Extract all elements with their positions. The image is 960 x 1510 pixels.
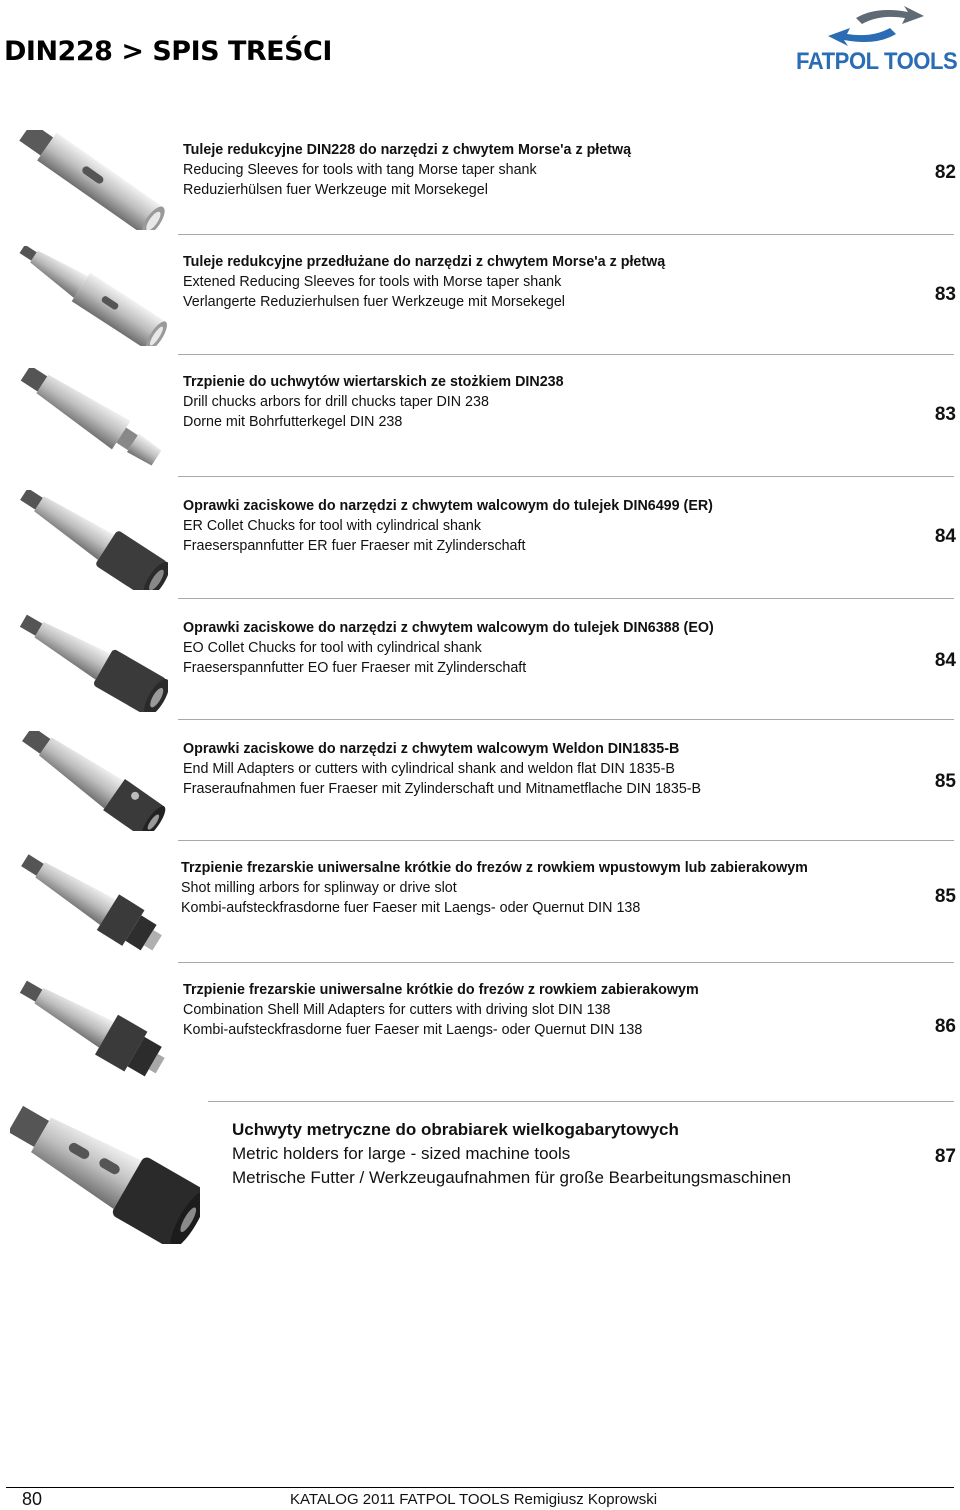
entry-title-en: End Mill Adapters or cutters with cylindrical shank and weldon flat DIN 1835-B: [183, 761, 675, 777]
toc-entry-er-collet-chucks[interactable]: [0, 480, 960, 590]
eo-collet-chuck-icon: [18, 612, 168, 712]
toc-entry-eo-collet-chucks[interactable]: [0, 602, 960, 712]
drill-chuck-arbor-icon: [18, 368, 168, 468]
logo-text: FATPOL TOOLS: [796, 48, 958, 75]
entry-page-number[interactable]: 84: [934, 650, 956, 671]
entry-page-number[interactable]: 86: [934, 1016, 956, 1037]
toc-entry-extended-sleeves[interactable]: [0, 238, 960, 348]
fatpol-logo: [796, 4, 956, 74]
entry-title-pl: Trzpienie do uchwytów wiertarskich ze stożkiem DIN238: [183, 374, 564, 390]
entry-title-pl: Oprawki zaciskowe do narzędzi z chwytem walcowym Weldon DIN1835-B: [183, 741, 680, 757]
separator: [178, 962, 954, 963]
metric-holder-icon: [10, 1104, 200, 1244]
toc-entry-milling-arbors[interactable]: [0, 844, 960, 956]
entry-page-number[interactable]: 83: [934, 404, 956, 425]
logo-arrows-icon: [796, 4, 956, 50]
entry-title-pl: Uchwyty metryczne do obrabiarek wielkogabarytowych: [232, 1120, 679, 1139]
separator: [178, 840, 954, 841]
entry-title-de: Fraseraufnahmen fuer Fraeser mit Zylinderschaft und Mitnametflache DIN 1835-B: [183, 781, 702, 797]
shell-mill-adapter-icon: [18, 978, 168, 1078]
toc-entry-metric-holders[interactable]: [0, 1104, 960, 1254]
entry-page-number[interactable]: 85: [934, 771, 956, 792]
entry-title-pl: Tuleje redukcyjne DIN228 do narzędzi z chwytem Morse'a z płetwą: [183, 142, 632, 158]
er-collet-chuck-icon: [18, 490, 168, 590]
entry-title-en: ER Collet Chucks for tool with cylindrical shank: [183, 518, 481, 534]
toc-entry-drill-chuck-arbors[interactable]: [0, 358, 960, 468]
entry-title-de: Fraeserspannfutter EO fuer Fraeser mit Zylinderschaft: [183, 660, 527, 676]
entry-title-pl: Trzpienie frezarskie uniwersalne krótkie do frezów z rowkiem wpustowym lub zabierakowym: [181, 860, 808, 876]
entry-description: [183, 372, 564, 432]
entry-title-de: Reduzierhülsen fuer Werkzeuge mit Morsekegel: [183, 182, 488, 198]
milling-arbor-icon: [18, 854, 168, 954]
entry-title-pl: Trzpienie frezarskie uniwersalne krótkie do frezów z rowkiem zabierakowym: [183, 982, 699, 998]
page-title: DIN228 > SPIS TREŚCI: [4, 36, 332, 67]
extended-sleeve-icon: [18, 246, 168, 346]
entry-page-number[interactable]: 82: [934, 162, 956, 183]
footer-text: KATALOG 2011 FATPOL TOOLS Remigiusz Koprowski: [290, 1491, 658, 1508]
entry-title-en: Drill chucks arbors for drill chucks taper DIN 238: [183, 394, 489, 410]
entry-title-de: Kombi-aufsteckfrasdorne fuer Faeser mit Laengs- oder Quernut DIN 138: [181, 900, 641, 916]
entry-title-pl: Oprawki zaciskowe do narzędzi z chwytem walcowym do tulejek DIN6388 (EO): [183, 620, 714, 636]
toc-entry-shell-mill-adapters[interactable]: [0, 966, 960, 1086]
entry-title-en: Extened Reducing Sleeves for tools with Morse taper shank: [183, 274, 562, 290]
entry-description: [232, 1118, 791, 1190]
entry-page-number[interactable]: 87: [934, 1146, 956, 1167]
separator: [178, 719, 954, 720]
reducing-sleeve-icon: [18, 130, 168, 230]
entry-page-number[interactable]: 83: [934, 284, 956, 305]
toc-entry-reducing-sleeves[interactable]: [0, 120, 960, 230]
footer-page-number: 80: [22, 1489, 43, 1509]
toc-entry-weldon-adapters[interactable]: [0, 723, 960, 835]
entry-page-number[interactable]: 85: [934, 886, 956, 907]
separator: [178, 476, 954, 477]
entry-description: [183, 980, 699, 1040]
entry-title-de: Dorne mit Bohrfutterkegel DIN 238: [183, 414, 403, 430]
entry-title-en: Metric holders for large - sized machine tools: [232, 1144, 571, 1163]
entry-description: [183, 496, 713, 556]
entry-title-pl: Tuleje redukcyjne przedłużane do narzędzi z chwytem Morse'a z płetwą: [183, 254, 666, 270]
entry-title-en: Combination Shell Mill Adapters for cutters with driving slot DIN 138: [183, 1002, 611, 1018]
entry-description: [183, 618, 714, 678]
entry-title-de: Verlangerte Reduzierhulsen fuer Werkzeuge mit Morsekegel: [183, 294, 565, 310]
entry-title-de: Fraeserspannfutter ER fuer Fraeser mit Zylinderschaft: [183, 538, 526, 554]
entry-description: [183, 739, 701, 799]
entry-title-de: Kombi-aufsteckfrasdorne fuer Faeser mit Laengs- oder Quernut DIN 138: [183, 1022, 643, 1038]
separator: [178, 354, 954, 355]
entry-page-number[interactable]: 84: [934, 526, 956, 547]
entry-title-en: Reducing Sleeves for tools with tang Morse taper shank: [183, 162, 537, 178]
entry-title-en: EO Collet Chucks for tool with cylindrical shank: [183, 640, 482, 656]
separator: [208, 1101, 954, 1102]
separator: [178, 598, 954, 599]
entry-description: [183, 252, 665, 312]
entry-description: [181, 858, 808, 918]
footer-divider: [6, 1487, 954, 1488]
entry-title-de: Metrische Futter / Werkzeugaufnahmen für große Bearbeitungsmaschinen: [232, 1168, 792, 1187]
entry-title-pl: Oprawki zaciskowe do narzędzi z chwytem walcowym do tulejek DIN6499 (ER): [183, 498, 713, 514]
weldon-adapter-icon: [18, 731, 168, 831]
entry-description: [183, 140, 631, 200]
separator: [178, 234, 954, 235]
entry-title-en: Shot milling arbors for splinway or drive slot: [181, 880, 457, 896]
